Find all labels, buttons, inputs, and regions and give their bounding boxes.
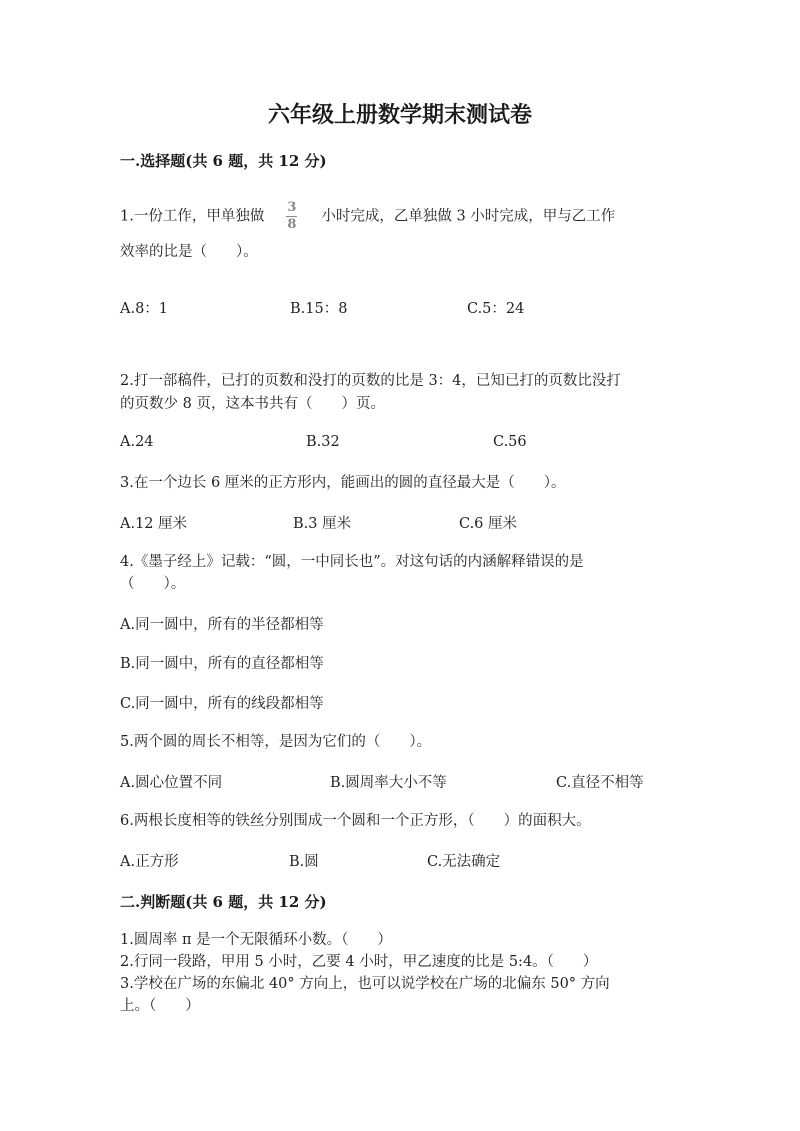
question-5-option-a[interactable]: A.圆心位置不同 — [120, 775, 223, 791]
question-5-option-b[interactable]: B.圆周率大小不等 — [330, 775, 447, 791]
question-3-option-a[interactable]: A.12 厘米 — [120, 516, 188, 532]
question-2-line-1: 2.打一部稿件，已打的页数和没打的页数的比是 3：4，已知已打的页数比没打 — [120, 373, 621, 389]
question-2-line-2: 的页数少 8 页，这本书共有（ ）页。 — [120, 396, 385, 412]
question-4-option-c[interactable]: C.同一圆中，所有的线段都相等 — [120, 696, 324, 712]
question-5-option-c[interactable]: C.直径不相等 — [556, 775, 644, 791]
question-1-option-c[interactable]: C.5：24 — [467, 301, 525, 317]
question-6-option-b[interactable]: B.圆 — [289, 854, 319, 870]
question-6-line-1: 6.两根长度相等的铁丝分别围成一个圆和一个正方形，（ ）的面积大。 — [120, 813, 591, 829]
fraction-denominator: 8 — [287, 217, 297, 232]
judgment-1: 1.圆周率 π 是一个无限循环小数。（ ） — [120, 932, 392, 948]
question-1-option-a[interactable]: A.8：1 — [120, 301, 169, 317]
question-1-text-after: 小时完成，乙单独做 3 小时完成，甲与乙工作 — [321, 208, 616, 225]
question-3-option-c[interactable]: C.6 厘米 — [459, 516, 518, 532]
section-heading-judgment: 二.判断题(共 6 题，共 12 分) — [120, 893, 327, 911]
question-2-option-c[interactable]: C.56 — [493, 434, 527, 450]
question-4-option-a[interactable]: A.同一圆中，所有的半径都相等 — [120, 617, 324, 633]
question-4-line-2: （ ）。 — [120, 576, 186, 592]
judgment-3-line-1: 3.学校在广场的东偏北 40° 方向上，也可以说学校在广场的北偏东 50° 方向 — [120, 976, 610, 992]
fraction-numerator: 3 — [287, 200, 297, 215]
judgment-3-line-2: 上。（ ） — [120, 998, 200, 1014]
question-1-line-1 — [120, 201, 615, 232]
question-1-line-2: 效率的比是（ ）。 — [120, 244, 258, 260]
page-title: 六年级上册数学期末测试卷 — [267, 102, 532, 128]
section-heading-choice: 一.选择题(共 6 题，共 12 分) — [120, 152, 327, 170]
question-2-option-a[interactable]: A.24 — [120, 434, 154, 450]
question-6-option-c[interactable]: C.无法确定 — [427, 854, 501, 870]
question-5-line-1: 5.两个圆的周长不相等，是因为它们的（ ）。 — [120, 734, 432, 750]
question-2-option-b[interactable]: B.32 — [306, 434, 340, 450]
question-1-option-b[interactable]: B.15：8 — [290, 301, 348, 317]
question-1-text-before: 1.一份工作，甲单独做 — [120, 208, 265, 225]
judgment-2: 2.行同一段路，甲用 5 小时，乙要 4 小时，甲乙速度的比是 5:4。（ ） — [120, 954, 598, 970]
fraction — [286, 201, 297, 232]
question-3-line-1: 3.在一个边长 6 厘米的正方形内，能画出的圆的直径最大是（ ）。 — [120, 475, 566, 491]
question-6-option-a[interactable]: A.正方形 — [120, 854, 179, 870]
question-4-line-1: 4.《墨子经上》记载：“圆，一中同长也”。对这句话的内涵解释错误的是 — [120, 554, 584, 570]
question-3-option-b[interactable]: B.3 厘米 — [293, 516, 352, 532]
question-4-option-b[interactable]: B.同一圆中，所有的直径都相等 — [120, 656, 324, 672]
